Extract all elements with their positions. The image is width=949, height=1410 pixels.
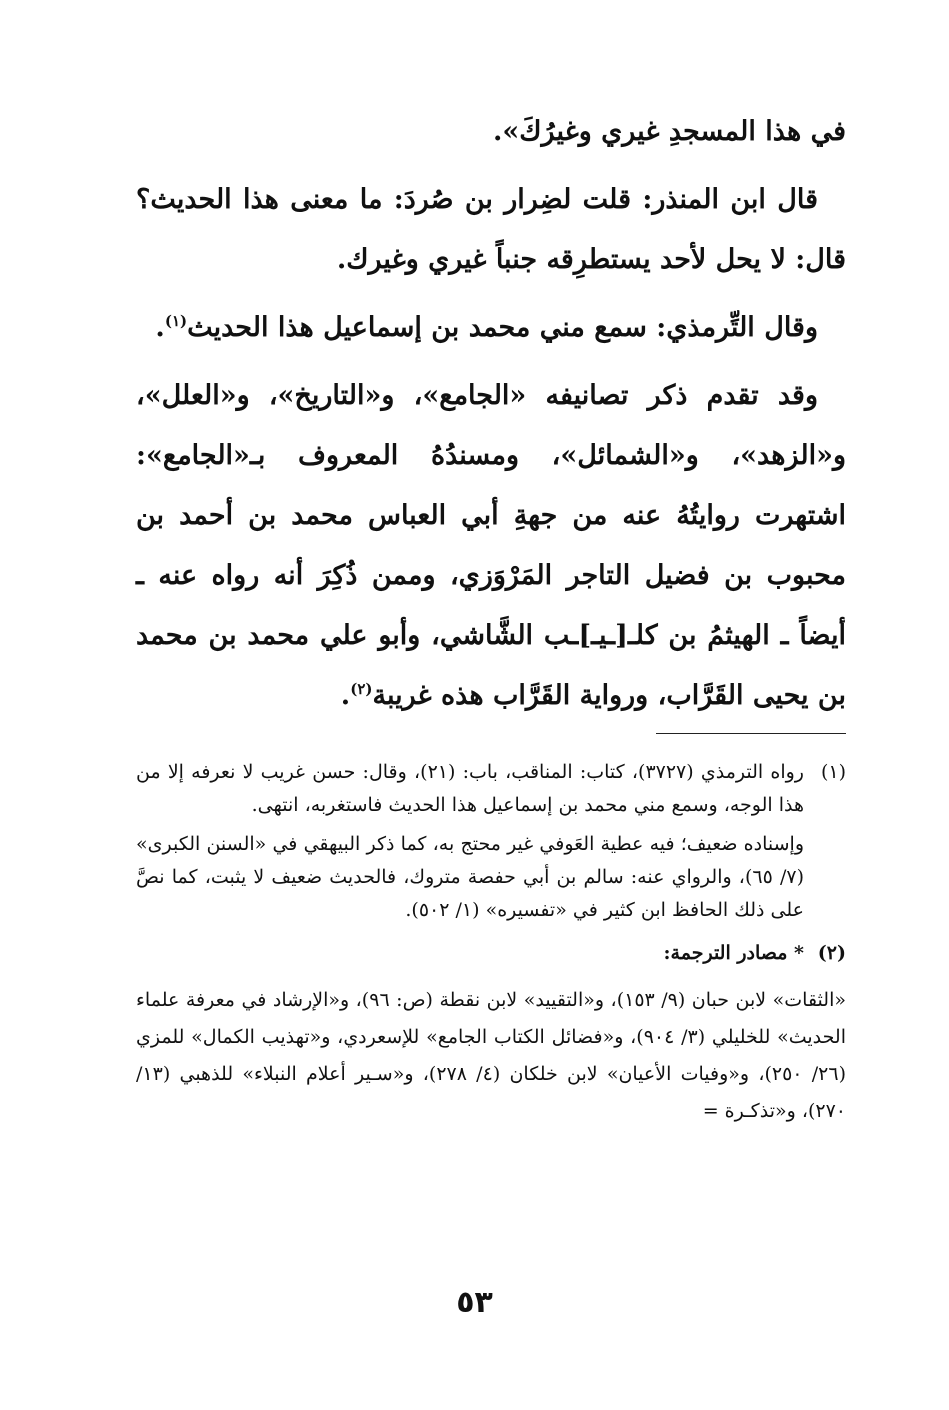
footnote-2-title: * مصادر الترجمة: — [663, 942, 804, 964]
footnote-1 — [136, 756, 846, 822]
paragraph-3 — [136, 298, 846, 358]
paragraph-1: في هذا المسجدِ غيري وغيرُكَ». — [493, 116, 846, 147]
footnote-ref-2[interactable]: (٢) — [350, 680, 373, 698]
paragraph-4-end: . — [340, 680, 351, 711]
paragraph-4-text: وقد تقدم ذكر تصانيفه «الجامع»، و«التاريخ»، و«العلل»، و«الزهد»، و«الشمائل»، ومسندُهُ المعروف بـ«الجامع»: اشتهرت روايتُهُ عنه من جهةِ أبي العباس محمد بن أحمد بن محبوب بن فضيل التاجر المَرْوَزي، وممن ذُكِرَ أنه رواه عنه ـ أيضاً ـ الهيثمُ بن كلـ[ـيـ]ـب الشَّاشي، وأبو علي محمد بن محمد بن يحيى القَرَّاب، ورواية القَرَّاب هذه غريبة — [136, 380, 846, 711]
page-number: ٥٣ — [456, 1285, 493, 1320]
footnote-2-number: (٢) — [817, 942, 846, 964]
paragraph-3-end: . — [155, 312, 165, 343]
footnote-1-number: (١) — [820, 761, 846, 783]
paragraph-3-text: وقال التِّرمذي: سمع مني محمد بن إسماعيل هذا الحديث — [187, 312, 818, 343]
footnote-2-sources: «الثقات» لابن حبان (٩/ ١٥٣)، و«التقييد» لابن نقطة (ص: ٩٦)، و«الإرشاد في معرفة علماء الحديث» للخليلي (٣/ ٩٠٤)، و«فضائل الكتاب الجامع» للإسعردي، و«تهذيب الكمال» للمزي (٢٦/ ٢٥٠)، و«وفيات الأعيان» لابن خلكان (٤/ ٢٧٨)، و«سـير أعلام النبلاء» للذهبي (١٣/ ٢٧٠)، و«تذكـرة = — [136, 989, 846, 1122]
footnote-1-text: رواه الترمذي (٣٧٢٧)، كتاب: المناقب، باب: (٢١)، وقال: حسن غريب لا نعرفه إلا من هذا الوجه، وسمع مني محمد بن إسماعيل هذا الحديث فاستغربه، انتهى. — [136, 761, 804, 816]
footnote-separator — [656, 733, 846, 734]
footnotes — [136, 756, 846, 1130]
paragraph-4 — [136, 366, 846, 726]
footnote-ref-1[interactable]: (١) — [164, 312, 188, 330]
paragraph-2: قال ابن المنذر: قلت لضِرار بن صُردَ: ما معنى هذا الحديث؟ قال: لا يحل لأحد يستطرِقه جنباً غيري وغيرك. — [136, 184, 846, 275]
footnote-1-continuation: وإسناده ضعيف؛ فيه عطية العَوفي غير محتج به، كما ذكر البيهقي في «السنن الكبرى» (٧/ ٦٥)، والرواي عنه: سالم بن أبي حفصة متروك، فالحديث ضعيف لا يثبت، كما نصَّ على ذلك الحافظ ابن كثير في «تفسيره» (١/ ٥٠٢). — [136, 833, 804, 921]
footnote-2 — [136, 937, 846, 970]
main-text — [136, 102, 846, 726]
